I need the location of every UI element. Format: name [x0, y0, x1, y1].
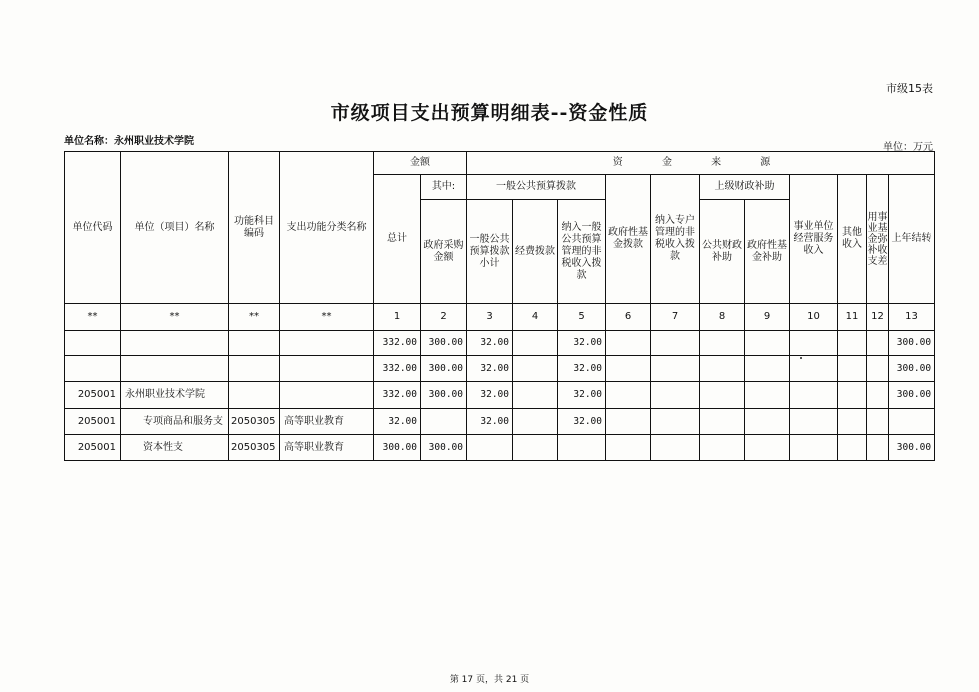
- cell-general-subtotal: 32.00: [467, 409, 513, 435]
- cell-function-name: [280, 382, 374, 409]
- cell-special-non-tax: [651, 382, 700, 409]
- cell-fund-deficit: [867, 331, 889, 356]
- index-cell: 13: [889, 304, 935, 331]
- cell-gov-procurement: 300.00: [421, 382, 467, 409]
- col-fund-deficit: 用事业基金弥补收支差: [867, 175, 889, 304]
- cell-name: 永州职业技术学院: [121, 382, 229, 409]
- cell-carryover: 300.00: [889, 382, 935, 409]
- cell-function-code: 2050305: [229, 409, 280, 435]
- cell-gov-fund: [606, 356, 651, 382]
- cell-operating-funds: [513, 435, 558, 461]
- table-row: [65, 356, 935, 382]
- cell-non-tax-in-budget: 32.00: [558, 409, 606, 435]
- cell-function-name: [280, 356, 374, 382]
- cell-business-income: [790, 435, 838, 461]
- cell-public-finance-subsidy: [700, 382, 745, 409]
- cell-function-code: 2050305: [229, 435, 280, 461]
- col-carryover: 上年结转: [889, 175, 935, 304]
- cell-gov-fund-subsidy: [745, 331, 790, 356]
- cell-business-income: [790, 356, 838, 382]
- cell-gov-fund-subsidy: [745, 435, 790, 461]
- cell-non-tax-in-budget: 32.00: [558, 382, 606, 409]
- cell-public-finance-subsidy: [700, 331, 745, 356]
- cell-unit-code: [65, 331, 121, 356]
- cell-function-name: 高等职业教育: [280, 409, 374, 435]
- cell-public-finance-subsidy: [700, 409, 745, 435]
- cell-gov-procurement: 300.00: [421, 331, 467, 356]
- cell-gov-fund-subsidy: [745, 382, 790, 409]
- col-gov-fund: 政府性基金拨款: [606, 175, 651, 304]
- cell-carryover: 300.00: [889, 435, 935, 461]
- cell-other-income: [838, 435, 867, 461]
- index-cell: 8: [700, 304, 745, 331]
- cell-other-income: [838, 382, 867, 409]
- cell-total: 300.00: [374, 435, 421, 461]
- table-row: [65, 382, 935, 409]
- index-cell: 3: [467, 304, 513, 331]
- cell-operating-funds: [513, 331, 558, 356]
- cell-gov-procurement: 300.00: [421, 435, 467, 461]
- col-special-non-tax: 纳入专户管理的非税收入拨款: [651, 175, 700, 304]
- col-operating-funds: 经费拨款: [513, 200, 558, 304]
- cell-fund-deficit: [867, 409, 889, 435]
- index-cell: 5: [558, 304, 606, 331]
- cell-unit-code: 205001: [65, 435, 121, 461]
- col-group-amount: 金额: [374, 152, 467, 175]
- cell-gov-fund: [606, 435, 651, 461]
- cell-other-income: [838, 356, 867, 382]
- cell-non-tax-in-budget: [558, 435, 606, 461]
- col-group-general-budget: 一般公共预算拨款: [467, 175, 606, 200]
- cell-special-non-tax: [651, 331, 700, 356]
- cell-business-income: [790, 382, 838, 409]
- cell-carryover: [889, 409, 935, 435]
- cell-name: 资本性支: [121, 435, 229, 461]
- cell-gov-fund-subsidy: [745, 356, 790, 382]
- cell-fund-deficit: [867, 382, 889, 409]
- cell-non-tax-in-budget: 32.00: [558, 356, 606, 382]
- cell-general-subtotal: 32.00: [467, 356, 513, 382]
- index-cell: 1: [374, 304, 421, 331]
- cell-business-income: [790, 331, 838, 356]
- header-row-1: [65, 152, 935, 175]
- index-cell: 9: [745, 304, 790, 331]
- index-cell: 7: [651, 304, 700, 331]
- col-other-income: 其他收入: [838, 175, 867, 304]
- cell-function-code: [229, 382, 280, 409]
- col-function-code: 功能科目编码: [229, 152, 280, 304]
- cell-gov-procurement: 300.00: [421, 356, 467, 382]
- cell-non-tax-in-budget: 32.00: [558, 331, 606, 356]
- col-general-subtotal: 一般公共预算拨款小计: [467, 200, 513, 304]
- page-number: 第 17 页，共 21 页: [449, 675, 530, 685]
- col-of-which: 其中:: [421, 175, 467, 200]
- cell-general-subtotal: 32.00: [467, 331, 513, 356]
- cell-carryover: 300.00: [889, 356, 935, 382]
- cell-function-name: [280, 331, 374, 356]
- cell-operating-funds: [513, 409, 558, 435]
- index-cell: 12: [867, 304, 889, 331]
- cell-name: [121, 331, 229, 356]
- cell-fund-deficit: [867, 435, 889, 461]
- index-cell: 11: [838, 304, 867, 331]
- cell-public-finance-subsidy: [700, 356, 745, 382]
- index-cell: **: [280, 304, 374, 331]
- cell-special-non-tax: [651, 356, 700, 382]
- cell-name: [121, 356, 229, 382]
- index-cell: **: [65, 304, 121, 331]
- index-cell: 6: [606, 304, 651, 331]
- cell-unit-code: [65, 356, 121, 382]
- table-row: [65, 331, 935, 356]
- unit-name: 单位名称：永州职业技术学院: [64, 136, 194, 147]
- index-cell: 2: [421, 304, 467, 331]
- cell-function-code: [229, 356, 280, 382]
- col-total: 总计: [374, 175, 421, 304]
- budget-table: [64, 151, 935, 461]
- cell-general-subtotal: 32.00: [467, 382, 513, 409]
- col-gov-procurement: 政府采购金额: [421, 200, 467, 304]
- cell-unit-code: 205001: [65, 382, 121, 409]
- table-row: [65, 409, 935, 435]
- cell-gov-fund: [606, 331, 651, 356]
- cell-special-non-tax: [651, 435, 700, 461]
- col-unit-code: 单位代码: [65, 152, 121, 304]
- col-function-name: 支出功能分类名称: [280, 152, 374, 304]
- cell-special-non-tax: [651, 409, 700, 435]
- col-group-superior: 上级财政补助: [700, 175, 790, 200]
- index-row: [65, 304, 935, 331]
- cell-total: 332.00: [374, 356, 421, 382]
- cell-gov-procurement: [421, 409, 467, 435]
- index-cell: **: [121, 304, 229, 331]
- cell-unit-code: 205001: [65, 409, 121, 435]
- cell-gov-fund: [606, 409, 651, 435]
- index-cell: 4: [513, 304, 558, 331]
- cell-total: 332.00: [374, 331, 421, 356]
- scan-speck: [800, 357, 802, 359]
- col-business-income: 事业单位经营服务收入: [790, 175, 838, 304]
- cell-name: 专项商品和服务支: [121, 409, 229, 435]
- col-unit-project-name: 单位（项目）名称: [121, 152, 229, 304]
- cell-public-finance-subsidy: [700, 435, 745, 461]
- page-title: 市级项目支出预算明细表--资金性质: [330, 102, 649, 124]
- col-public-finance-subsidy: 公共财政补助: [700, 200, 745, 304]
- cell-function-name: 高等职业教育: [280, 435, 374, 461]
- table-row: [65, 435, 935, 461]
- cell-other-income: [838, 409, 867, 435]
- col-group-source: 资 金 来 源: [467, 152, 935, 175]
- index-cell: **: [229, 304, 280, 331]
- col-gov-fund-subsidy: 政府性基金补助: [745, 200, 790, 304]
- cell-operating-funds: [513, 356, 558, 382]
- cell-total: 332.00: [374, 382, 421, 409]
- col-non-tax-in-budget: 纳入一般公共预算管理的非税收入拨款: [558, 200, 606, 304]
- index-cell: 10: [790, 304, 838, 331]
- cell-carryover: 300.00: [889, 331, 935, 356]
- table-number: 市级15表: [886, 82, 933, 95]
- cell-gov-fund-subsidy: [745, 409, 790, 435]
- cell-fund-deficit: [867, 356, 889, 382]
- unit-label: 单位：万元: [883, 142, 933, 153]
- cell-function-code: [229, 331, 280, 356]
- cell-gov-fund: [606, 382, 651, 409]
- cell-business-income: [790, 409, 838, 435]
- cell-operating-funds: [513, 382, 558, 409]
- cell-general-subtotal: [467, 435, 513, 461]
- cell-total: 32.00: [374, 409, 421, 435]
- cell-other-income: [838, 331, 867, 356]
